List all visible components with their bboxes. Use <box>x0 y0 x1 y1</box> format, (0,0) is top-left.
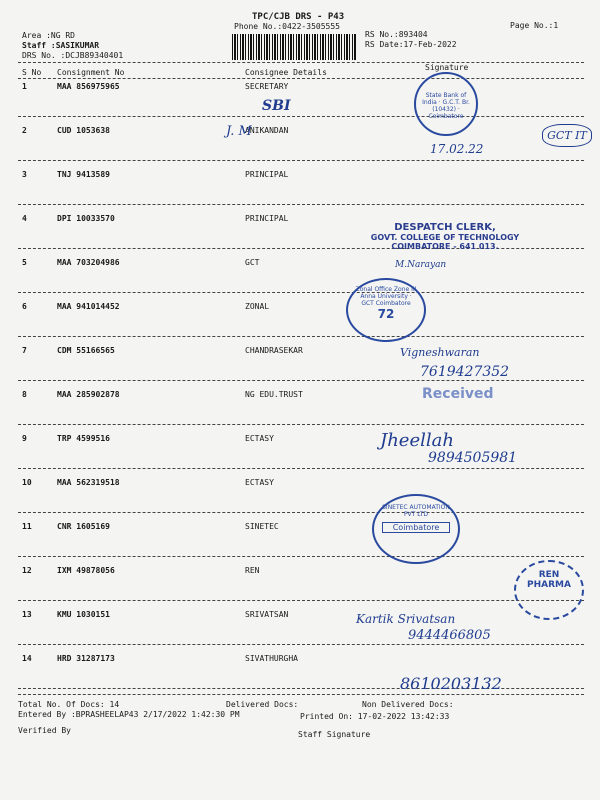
row-consignee: CHANDRASEKAR <box>245 346 303 355</box>
row-consignment-no: TNJ 9413589 <box>57 170 110 179</box>
rs-date: RS Date:17-Feb-2022 <box>365 40 457 49</box>
row-consignment-no: MAA 856975965 <box>57 82 120 91</box>
row-sno: 9 <box>22 434 27 443</box>
zonal-office-stamp: Zonal Office Zone III Anna University · GCT Coimbatore 72 <box>346 278 426 342</box>
row-consignee: SECRETARY <box>245 82 289 91</box>
row-divider <box>18 116 584 117</box>
row-consignee: NG EDU.TRUST <box>245 390 303 399</box>
row-divider <box>18 336 584 337</box>
row-consignee: SRIVATSAN <box>245 610 289 619</box>
row-sno: 12 <box>22 566 32 575</box>
row-consignee: ECTASY <box>245 478 274 487</box>
handwriting-phone-4: 8610203132 <box>400 674 502 693</box>
phone-number: Phone No.:0422-3505555 <box>234 22 340 31</box>
staff-signature: Staff Signature <box>298 730 371 739</box>
handwriting-vignesh: Vigneshwaran <box>400 346 480 359</box>
handwriting-sbi: SBI <box>262 98 291 114</box>
row-sno: 11 <box>22 522 32 531</box>
row-divider <box>18 380 584 381</box>
col-header-consignment: Consignment No <box>57 68 125 77</box>
ren-pharma-stamp: REN PHARMA <box>514 560 584 620</box>
row-divider <box>18 512 584 513</box>
verified-by: Verified By <box>18 726 71 735</box>
handwriting-jm: J. M <box>226 124 252 139</box>
row-divider <box>18 600 584 601</box>
row-consignment-no: MAA 941014452 <box>57 302 120 311</box>
drs-number: DRS No. :DCJB89340401 <box>22 51 124 60</box>
handwriting-kartik: Kartik Srivatsan <box>356 612 456 626</box>
col-header-sno: S No <box>22 68 42 77</box>
divider <box>18 694 584 695</box>
row-consignment-no: KMU 1030151 <box>57 610 110 619</box>
page-title: TPC/CJB DRS - P43 <box>252 12 345 22</box>
row-sno: 8 <box>22 390 27 399</box>
row-sno: 4 <box>22 214 27 223</box>
delivered-docs: Delivered Docs: <box>226 700 299 709</box>
row-sno: 13 <box>22 610 32 619</box>
signature-9: Jheellah <box>380 430 454 451</box>
row-consignment-no: IXM 49878056 <box>57 566 115 575</box>
handwriting-date: 17.02.22 <box>430 142 484 156</box>
row-divider <box>18 424 584 425</box>
printed-on: Printed On: 17-02-2022 13:42:33 <box>300 712 450 721</box>
row-consignee: GCT <box>245 258 260 267</box>
row-divider <box>18 204 584 205</box>
non-delivered-docs: Non Delivered Docs: <box>362 700 454 709</box>
total-docs: Total No. Of Docs: 14 <box>18 700 120 709</box>
row-consignment-no: MAA 703204986 <box>57 258 120 267</box>
row-consignee: REN <box>245 566 260 575</box>
staff-label: Staff :SASIKUMAR <box>22 41 100 50</box>
divider <box>18 78 584 79</box>
handwriting-phone-1: 7619427352 <box>420 364 510 380</box>
barcode <box>232 34 356 60</box>
row-sno: 6 <box>22 302 27 311</box>
sbi-stamp: State Bank of India · G.C.T. Br. (10432) · Coimbatore <box>414 72 478 136</box>
row-consignment-no: TRP 4599516 <box>57 434 110 443</box>
row-consignment-no: CNR 1605169 <box>57 522 110 531</box>
row-consignee: PRINCIPAL <box>245 170 289 179</box>
row-sno: 7 <box>22 346 27 355</box>
row-consignment-no: CDM 55166565 <box>57 346 115 355</box>
row-sno: 2 <box>22 126 27 135</box>
row-consignment-no: MAA 285902878 <box>57 390 120 399</box>
row-divider <box>18 292 584 293</box>
row-divider <box>18 644 584 645</box>
row-consignee: SIVATHURGHA <box>245 654 298 663</box>
row-divider <box>18 556 584 557</box>
row-consignee: SINETEC <box>245 522 279 531</box>
handwriting-rm: M.Narayan <box>395 260 447 270</box>
row-sno: 3 <box>22 170 27 179</box>
row-consignment-no: MAA 562319518 <box>57 478 120 487</box>
row-consignee: PRINCIPAL <box>245 214 289 223</box>
received-stamp: Received <box>422 386 494 402</box>
row-sno: 1 <box>22 82 27 91</box>
row-consignment-no: DPI 10033570 <box>57 214 115 223</box>
despatch-clerk-stamp: DESPATCH CLERK, GOVT. COLLEGE OF TECHNOLOGY COIMBATORE - 641 013. <box>370 222 520 251</box>
rs-number: RS No.:893404 <box>365 30 428 39</box>
row-consignee: ECTASY <box>245 434 274 443</box>
handwriting-gct-it: GCT IT <box>542 124 592 147</box>
entered-by: Entered By :BPRASHEELAP43 2/17/2022 1:42:30 PM <box>18 710 240 719</box>
row-sno: 5 <box>22 258 27 267</box>
row-divider <box>18 160 584 161</box>
sinetec-stamp: SINETEC AUTOMATION PVT LTD Coimbatore <box>372 494 460 564</box>
row-sno: 14 <box>22 654 32 663</box>
handwriting-phone-3: 9444466805 <box>408 628 491 643</box>
divider <box>18 62 584 63</box>
row-consignment-no: HRD 31287173 <box>57 654 115 663</box>
col-header-signature: Signature <box>425 63 469 72</box>
row-consignment-no: CUD 1053638 <box>57 126 110 135</box>
area-label: Area :NG RD <box>22 31 75 40</box>
row-divider <box>18 468 584 469</box>
row-consignee: ZONAL <box>245 302 270 311</box>
row-sno: 10 <box>22 478 32 487</box>
page-number: Page No.:1 <box>510 21 559 30</box>
handwriting-phone-2: 9894505981 <box>428 450 518 466</box>
row-consignee: ANIKANDAN <box>245 126 289 135</box>
col-header-consignee: Consignee Details <box>245 68 327 77</box>
